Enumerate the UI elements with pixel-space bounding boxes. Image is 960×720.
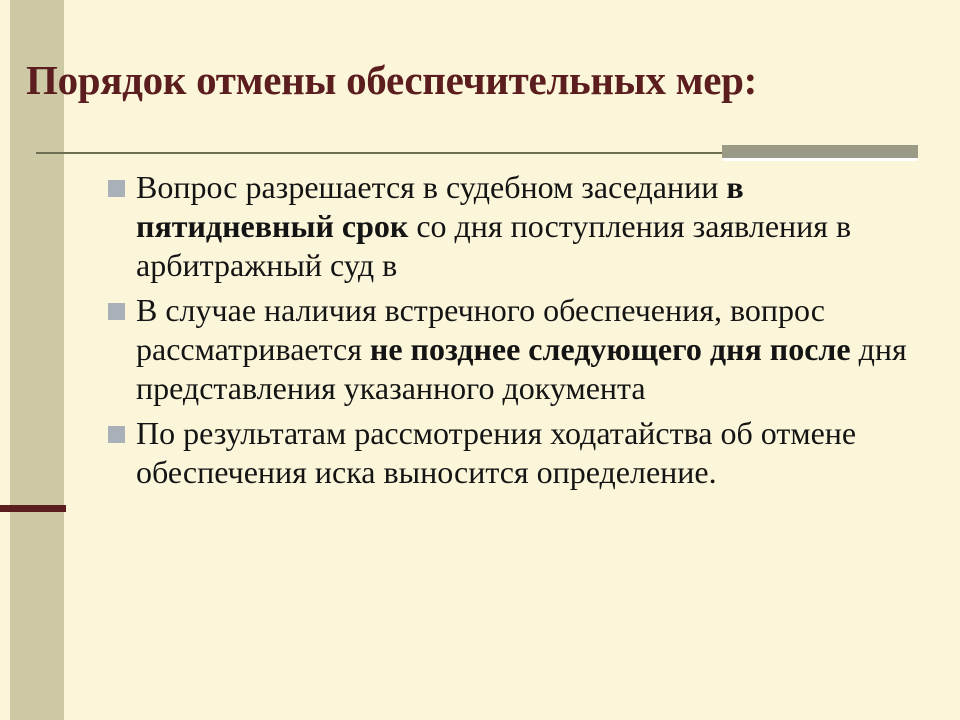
- left-decorative-band: [0, 0, 64, 720]
- left-dash-accent: [0, 505, 66, 512]
- square-bullet-icon: [108, 426, 125, 443]
- page-title: Порядок отмены обеспечительных мер:: [26, 57, 757, 103]
- plain-text: По результатам рассмотрения ходатайства об отмене обеспечения иска выносится определение.: [136, 415, 857, 491]
- title-divider: [36, 152, 726, 154]
- list-item: [108, 168, 928, 285]
- plain-text: В случае наличия встречного обеспечения, вопрос рассматривается: [136, 292, 825, 368]
- list-item: [108, 291, 928, 408]
- plain-text: дня представления указанного документа: [136, 331, 907, 407]
- square-bullet-icon: [108, 180, 125, 197]
- emphasis-text: не позднее следующего дня после: [369, 331, 851, 368]
- list-item-text: [136, 414, 928, 492]
- title-divider-block: [722, 145, 918, 161]
- left-band-inner-stripe: [0, 0, 10, 720]
- bullet-list: [108, 168, 928, 498]
- list-item-text: [136, 291, 928, 408]
- list-item-text: [136, 168, 928, 285]
- plain-text: Вопрос разрешается в судебном заседании: [136, 169, 727, 205]
- list-item: [108, 414, 928, 492]
- square-bullet-icon: [108, 303, 125, 320]
- plain-text: со дня поступления заявления в арбитражный суд в: [136, 208, 852, 284]
- emphasis-text: в пятидневный срок: [136, 169, 744, 245]
